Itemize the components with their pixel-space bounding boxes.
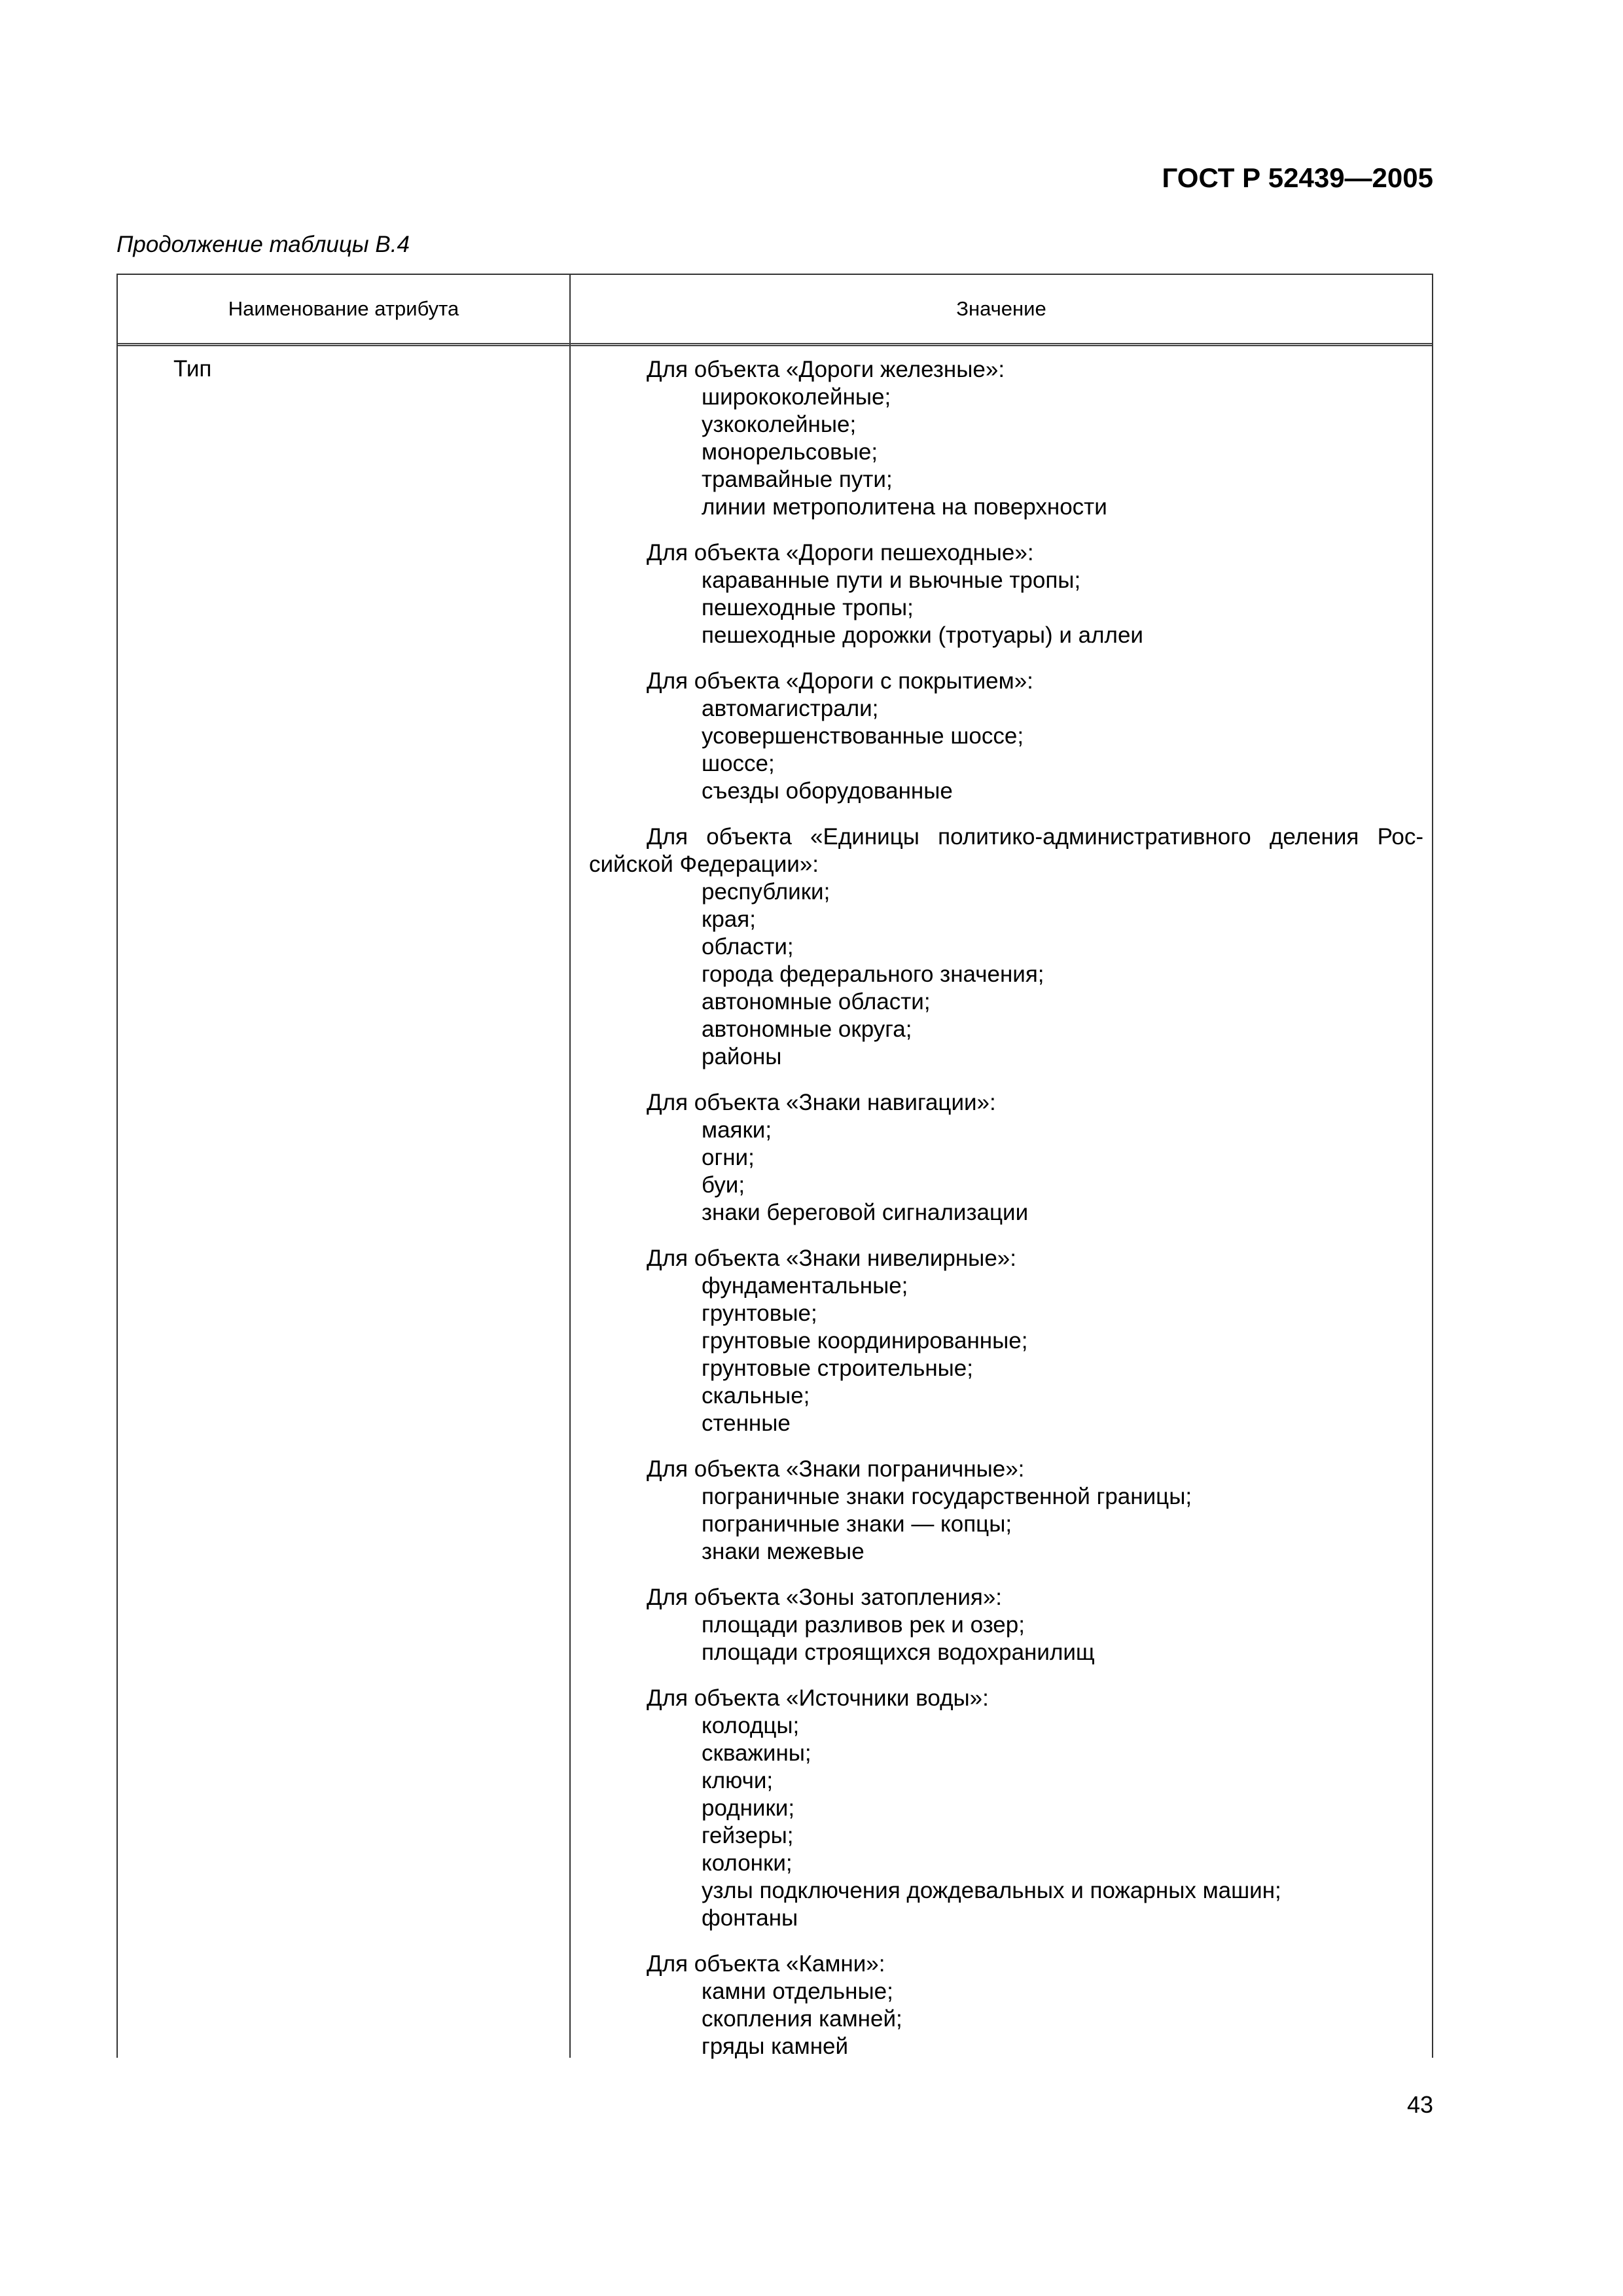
value-group bbox=[589, 1584, 1423, 1666]
object-heading: Для объекта «Знаки пограничные»: bbox=[647, 1456, 1025, 1482]
object-heading: Для объекта «Знаки нивелирные»: bbox=[647, 1246, 1016, 1271]
type-value-item: родники; bbox=[702, 1795, 795, 1821]
attribute-name-cell: Тип bbox=[173, 356, 212, 382]
type-value-item: стенные bbox=[702, 1410, 791, 1436]
value-group bbox=[589, 356, 1423, 521]
type-value-item: гряды камней bbox=[702, 2034, 849, 2059]
table-header bbox=[118, 275, 1432, 346]
value-group bbox=[589, 668, 1423, 805]
value-cell bbox=[589, 356, 1423, 2079]
value-group bbox=[589, 1950, 1423, 2060]
type-value-item: ключи; bbox=[702, 1768, 774, 1793]
value-group bbox=[589, 1245, 1423, 1437]
type-value-item: пешеходные дорожки (тротуары) и аллеи bbox=[702, 622, 1143, 648]
type-value-item: знаки межевые bbox=[702, 1539, 865, 1564]
value-group bbox=[589, 1685, 1423, 1932]
type-value-item: автономные округа; bbox=[702, 1016, 912, 1042]
type-value-item: ширококолейные; bbox=[702, 384, 891, 410]
type-value-item: автономные области; bbox=[702, 989, 931, 1014]
type-value-item: гейзеры; bbox=[702, 1823, 794, 1848]
type-value-item: колодцы; bbox=[702, 1713, 800, 1738]
type-value-item: площади разливов рек и озер; bbox=[702, 1612, 1025, 1638]
type-value-item: маяки; bbox=[702, 1117, 772, 1143]
value-group bbox=[589, 539, 1423, 649]
page-number: 43 bbox=[1406, 2091, 1433, 2118]
column-divider bbox=[569, 275, 571, 2058]
type-value-item: трамвайные пути; bbox=[702, 467, 893, 492]
type-value-item: грунтовые координированные; bbox=[702, 1328, 1028, 1354]
type-value-item: края; bbox=[702, 906, 756, 932]
value-group bbox=[589, 1456, 1423, 1566]
type-value-item: караванные пути и вьючные тропы; bbox=[702, 567, 1081, 593]
type-value-item: города федерального значения; bbox=[702, 961, 1044, 987]
object-heading: Для объекта «Знаки навигации»: bbox=[647, 1090, 996, 1115]
object-heading: Для объекта «Дороги с покрытием»: bbox=[647, 668, 1033, 694]
type-value-item: фонтаны bbox=[702, 1905, 798, 1931]
type-value-item: узкоколейные; bbox=[702, 412, 857, 437]
type-value-item: пешеходные тропы; bbox=[702, 595, 914, 620]
type-value-item: фундаментальные; bbox=[702, 1273, 908, 1299]
header-value: Значение bbox=[956, 297, 1046, 320]
object-heading: Для объекта «Дороги пешеходные»: bbox=[647, 540, 1034, 565]
type-value-item: скальные; bbox=[702, 1383, 810, 1408]
type-value-item: линии метрополитена на поверхности bbox=[702, 494, 1107, 520]
type-value-item: шоссе; bbox=[702, 751, 775, 776]
type-value-item: автомагистрали; bbox=[702, 696, 879, 721]
type-value-item: районы bbox=[702, 1044, 782, 1069]
type-value-item: буи; bbox=[702, 1172, 745, 1198]
object-heading: Для объекта «Единицы политико-административного деления Рос-сийской Федерации»: bbox=[589, 824, 1423, 877]
type-value-item: грунтовые строительные; bbox=[702, 1355, 973, 1381]
object-heading: Для объекта «Источники воды»: bbox=[647, 1685, 989, 1711]
type-value-item: скопления камней; bbox=[702, 2006, 902, 2032]
type-value-item: усовершенствованные шоссе; bbox=[702, 723, 1024, 749]
type-value-item: узлы подключения дождевальных и пожарных машин; bbox=[702, 1878, 1281, 1903]
type-value-item: колонки; bbox=[702, 1850, 793, 1876]
type-value-item: монорельсовые; bbox=[702, 439, 878, 465]
type-value-item: грунтовые; bbox=[702, 1300, 817, 1326]
type-value-item: пограничные знаки — копцы; bbox=[702, 1511, 1012, 1537]
object-heading: Для объекта «Дороги железные»: bbox=[647, 357, 1005, 382]
value-group bbox=[589, 823, 1423, 1071]
table-caption: Продолжение таблицы В.4 bbox=[116, 232, 410, 257]
type-value-item: камни отдельные; bbox=[702, 1979, 893, 2004]
attribute-table bbox=[116, 274, 1433, 2058]
type-value-item: площади строящихся водохранилищ bbox=[702, 1640, 1095, 1665]
object-heading: Для объекта «Зоны затопления»: bbox=[647, 1585, 1003, 1610]
header-attribute-name: Наименование атрибута bbox=[228, 297, 459, 320]
type-value-item: пограничные знаки государственной границы; bbox=[702, 1484, 1192, 1509]
type-value-item: огни; bbox=[702, 1145, 755, 1170]
type-value-item: съезды оборудованные bbox=[702, 778, 953, 804]
type-value-item: знаки береговой сигнализации bbox=[702, 1200, 1029, 1225]
type-value-item: республики; bbox=[702, 879, 830, 905]
object-heading: Для объекта «Камни»: bbox=[647, 1951, 885, 1977]
type-value-item: области; bbox=[702, 934, 794, 960]
document-code: ГОСТ Р 52439—2005 bbox=[1162, 162, 1433, 193]
value-group bbox=[589, 1089, 1423, 1227]
type-value-item: скважины; bbox=[702, 1740, 812, 1766]
